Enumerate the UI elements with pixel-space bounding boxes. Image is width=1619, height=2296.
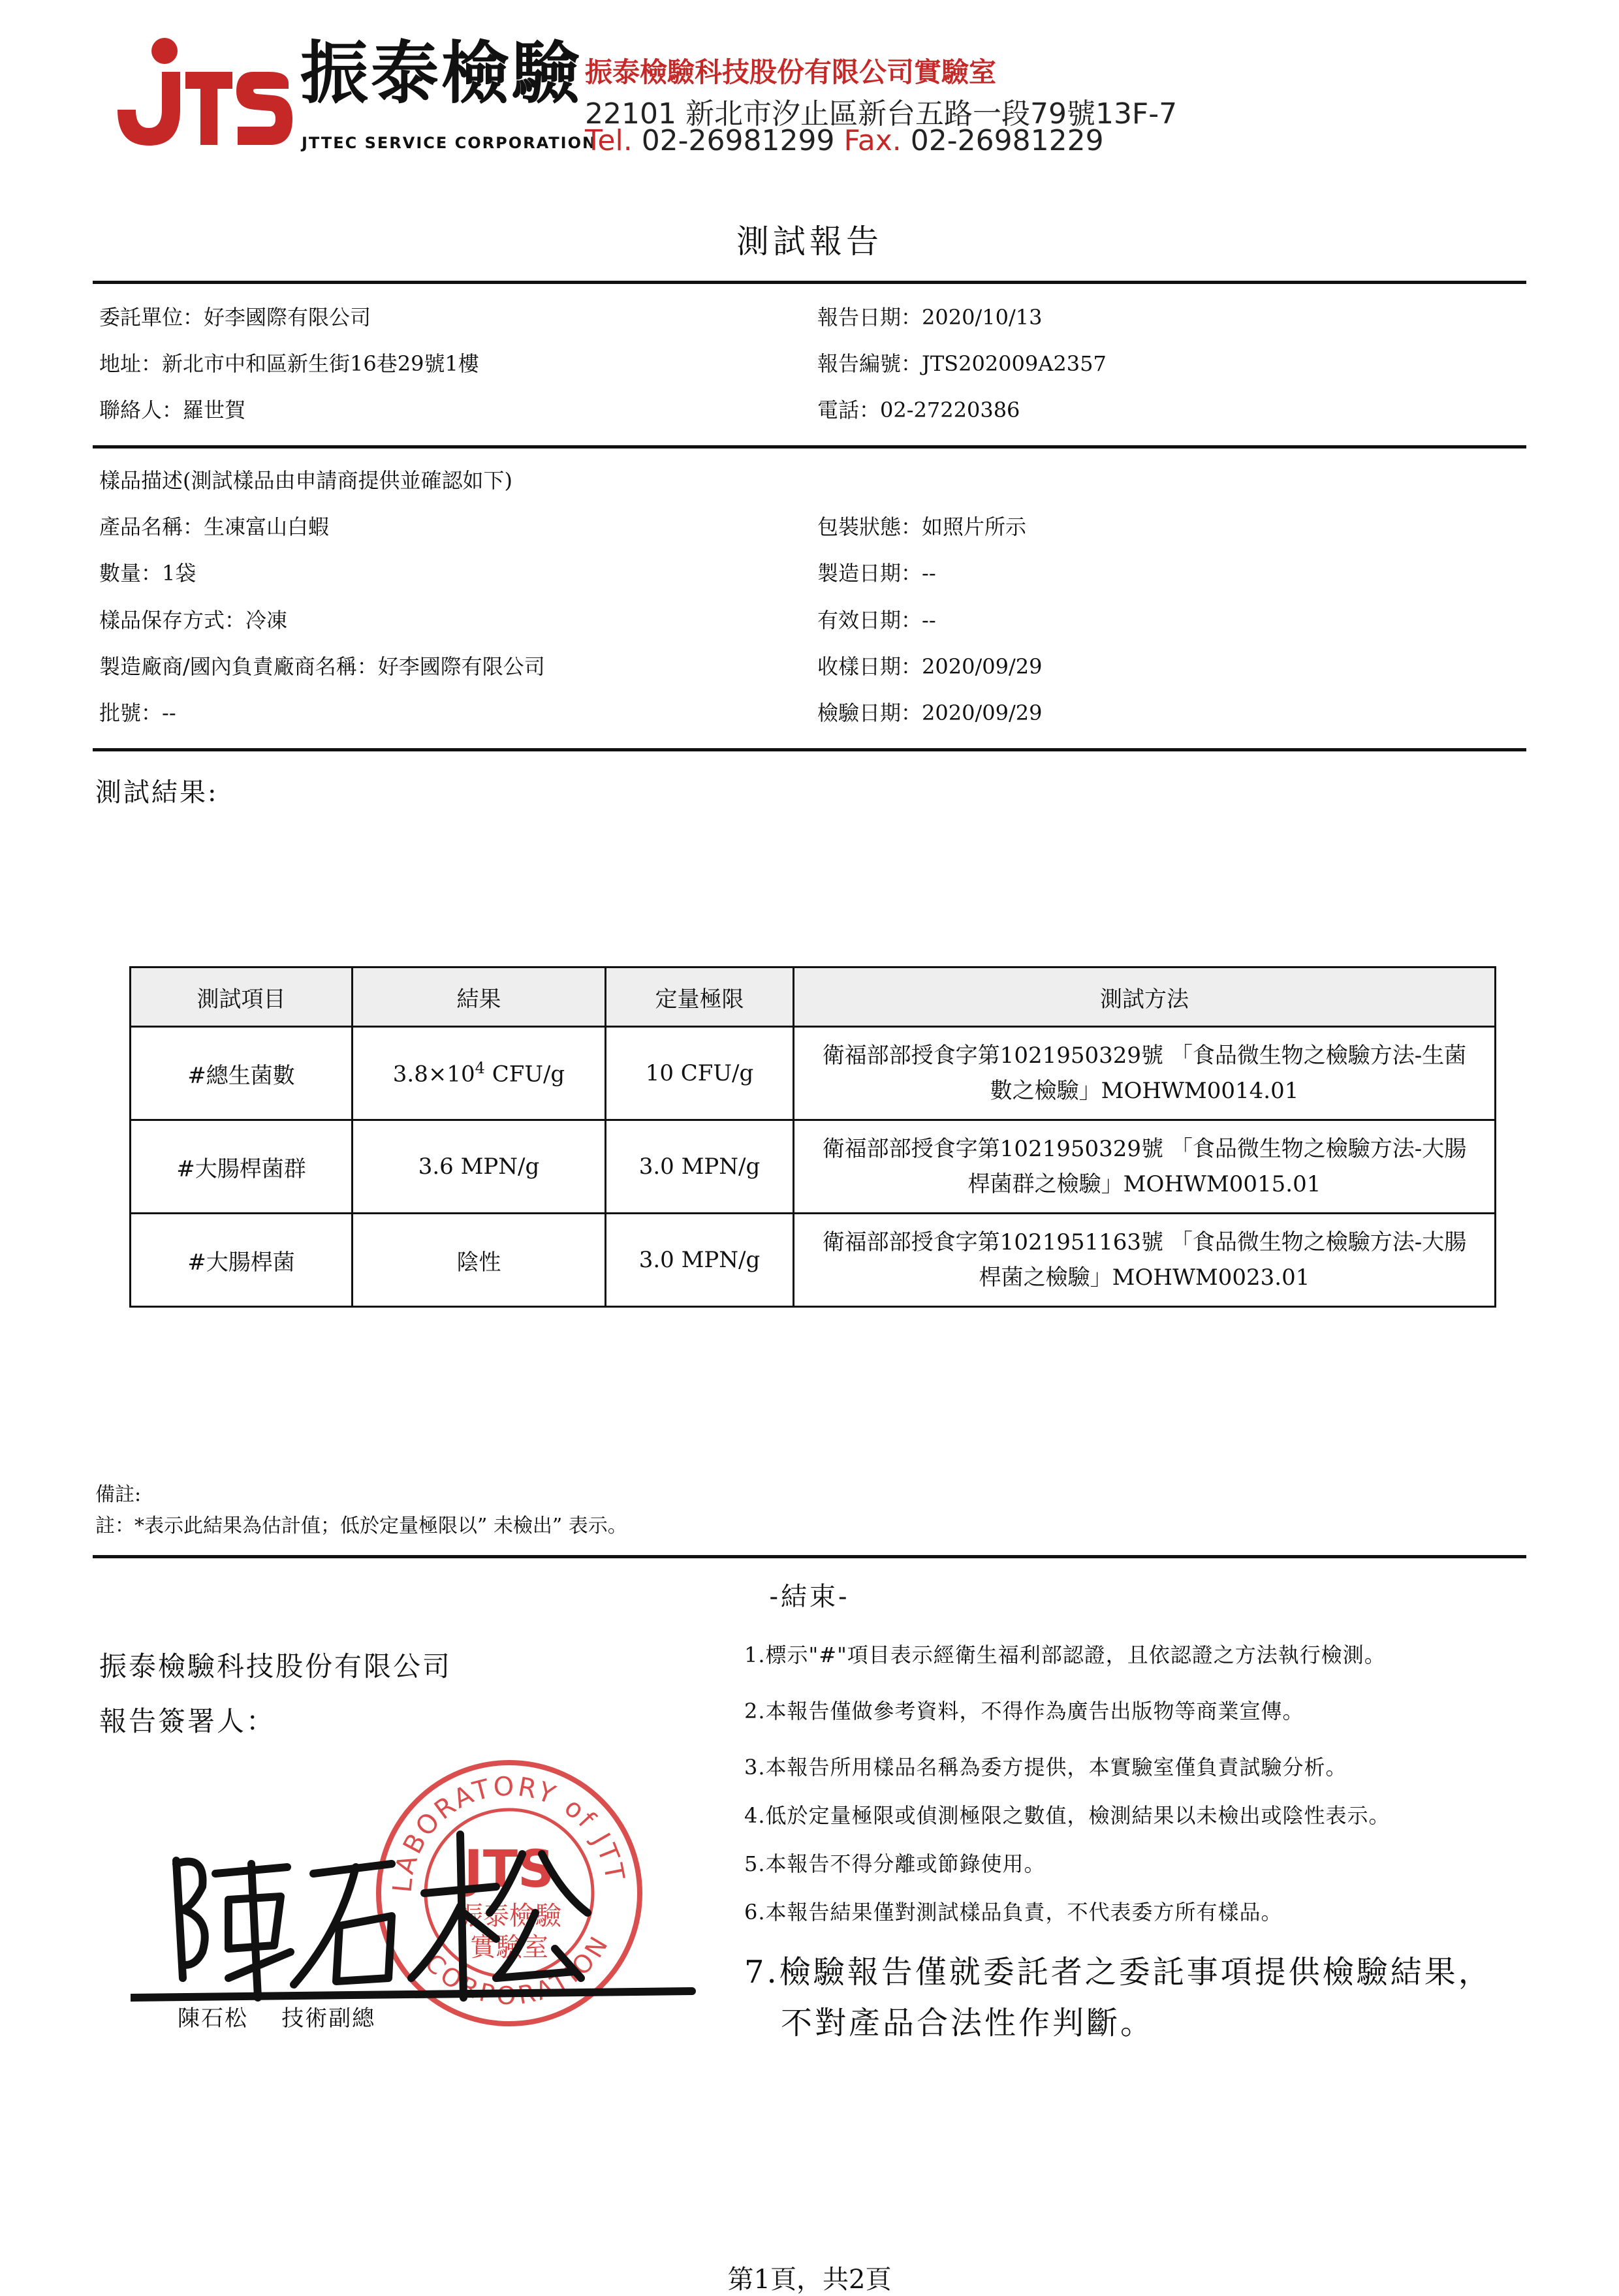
cell-item: #總生菌數 bbox=[131, 1027, 353, 1120]
table-row bbox=[131, 1120, 1496, 1214]
report-date: 報告日期：2020/10/13 bbox=[817, 305, 1043, 330]
svg-text:CORPORATION: CORPORATION bbox=[419, 1928, 616, 2011]
note-6: 6.本報告結果僅對測試樣品負責，不代表委方所有樣品。 bbox=[744, 1900, 1283, 1925]
report-title: 測試報告 bbox=[736, 223, 883, 260]
logo-chinese-name: 振泰檢驗 bbox=[300, 33, 583, 113]
method-line: 衛福部部授食字第1021950329號 「食品微生物之檢驗方法-生菌 bbox=[822, 1043, 1467, 1069]
svg-text:JTS: JTS bbox=[464, 1840, 555, 1899]
method-line: 衛福部部授食字第1021951163號 「食品微生物之檢驗方法-大腸 bbox=[822, 1229, 1467, 1255]
client-address: 地址：新北市中和區新生街16巷29號1樓 bbox=[99, 351, 479, 376]
logo-english-name: JTTEC SERVICE CORPORATION bbox=[302, 134, 597, 152]
sample-exp-date: 有效日期：-- bbox=[817, 608, 936, 633]
page-number: 第1頁，共2頁 bbox=[727, 2265, 892, 2295]
cell-limit: 3.0 MPN/g bbox=[606, 1214, 794, 1307]
cell-result bbox=[353, 1027, 606, 1120]
cell-limit: 3.0 MPN/g bbox=[606, 1120, 794, 1214]
table-row bbox=[131, 1214, 1496, 1307]
report-number: 報告編號：JTS202009A2357 bbox=[817, 351, 1107, 376]
signature-company: 振泰檢驗科技股份有限公司 bbox=[99, 1650, 452, 1682]
result-base: 3.8×10 bbox=[392, 1061, 475, 1088]
header-quant-limit: 定量極限 bbox=[606, 967, 794, 1027]
results-table bbox=[129, 966, 1496, 1308]
header-result: 結果 bbox=[353, 967, 606, 1027]
table-row bbox=[131, 1027, 1496, 1120]
note-2: 2.本報告僅做參考資料，不得作為廣告出版物等商業宣傳。 bbox=[744, 1699, 1304, 1723]
fax-number: 02-26981229 bbox=[910, 124, 1104, 157]
signature-label: 報告簽署人： bbox=[99, 1705, 276, 1737]
svg-text:實驗室: 實驗室 bbox=[470, 1932, 548, 1962]
header-test-method: 測試方法 bbox=[794, 967, 1496, 1027]
results-heading: 測試結果: bbox=[95, 778, 219, 808]
sample-packaging: 包裝狀態：如照片所示 bbox=[817, 514, 1027, 539]
result-unit: CFU/g bbox=[484, 1061, 565, 1088]
cell-result: 陰性 bbox=[353, 1214, 606, 1307]
company-lab-name: 振泰檢驗科技股份有限公司實驗室 bbox=[585, 56, 997, 88]
sample-batch: 批號：-- bbox=[99, 700, 176, 725]
divider bbox=[93, 748, 1526, 751]
svg-text:振泰檢驗: 振泰檢驗 bbox=[457, 1901, 561, 1931]
cell-item: #大腸桿菌 bbox=[131, 1214, 353, 1307]
signer-name-title: 陳石松 技術副總 bbox=[178, 2005, 376, 2032]
company-phone-fax bbox=[585, 124, 1104, 157]
note-7-line-2: 不對產品合法性作判斷。 bbox=[781, 2005, 1155, 2041]
cell-method bbox=[794, 1027, 1496, 1120]
method-line: 數之檢驗」MOHWM0014.01 bbox=[990, 1078, 1299, 1104]
tel-label: Tel. bbox=[585, 124, 633, 157]
method-line: 桿菌之檢驗」MOHWM0023.01 bbox=[979, 1265, 1310, 1291]
note-5: 5.本報告不得分離或節錄使用。 bbox=[744, 1851, 1046, 1876]
divider bbox=[93, 1555, 1526, 1558]
result-exponent: 4 bbox=[475, 1059, 485, 1078]
company-logo bbox=[98, 31, 294, 155]
sample-test-date: 檢驗日期：2020/09/29 bbox=[817, 700, 1043, 725]
cell-item: #大腸桿菌群 bbox=[131, 1120, 353, 1214]
cell-method bbox=[794, 1214, 1496, 1307]
note-4: 4.低於定量極限或偵測極限之數值，檢測結果以未檢出或陰性表示。 bbox=[744, 1803, 1391, 1828]
remarks-heading: 備註: bbox=[95, 1483, 142, 1506]
sample-received-date: 收樣日期：2020/09/29 bbox=[817, 654, 1043, 679]
table-header-row bbox=[131, 967, 1496, 1027]
client-phone: 電話：02-27220386 bbox=[817, 398, 1020, 422]
sample-product-name: 產品名稱：生凍富山白蝦 bbox=[99, 514, 330, 539]
sample-manufacturer: 製造廠商/國內負責廠商名稱：好李國際有限公司 bbox=[99, 654, 545, 679]
company-address: 22101 新北市汐止區新台五路一段79號13F-7 bbox=[585, 97, 1178, 131]
note-7-line-1: 7.檢驗報告僅就委託者之委託事項提供檢驗結果， bbox=[744, 1954, 1492, 1990]
client-unit: 委託單位：好李國際有限公司 bbox=[99, 305, 371, 330]
fax-label: Fax. bbox=[843, 124, 902, 157]
end-marker: -結束- bbox=[769, 1582, 850, 1612]
tel-number: 02-26981299 bbox=[641, 124, 835, 157]
handwritten-signature bbox=[131, 1802, 705, 2024]
cell-limit: 10 CFU/g bbox=[606, 1027, 794, 1120]
sample-description: 樣品描述(測試樣品由申請商提供並確認如下) bbox=[99, 468, 512, 493]
method-line: 桿菌群之檢驗」MOHWM0015.01 bbox=[967, 1171, 1321, 1197]
cell-result: 3.6 MPN/g bbox=[353, 1120, 606, 1214]
sample-mfg-date: 製造日期：-- bbox=[817, 561, 936, 586]
method-line: 衛福部部授食字第1021950329號 「食品微生物之檢驗方法-大腸 bbox=[822, 1136, 1467, 1162]
sample-quantity: 數量：1袋 bbox=[99, 561, 196, 586]
note-1: 1.標示"#"項目表示經衛生福利部認證，且依認證之方法執行檢測。 bbox=[744, 1643, 1386, 1667]
remarks-note: 註：*表示此結果為估計值；低於定量極限以” 未檢出” 表示。 bbox=[95, 1515, 627, 1537]
divider bbox=[93, 281, 1526, 284]
header-test-item: 測試項目 bbox=[131, 967, 353, 1027]
sample-storage: 樣品保存方式：冷凍 bbox=[99, 608, 288, 633]
cell-method bbox=[794, 1120, 1496, 1214]
note-3: 3.本報告所用樣品名稱為委方提供，本實驗室僅負責試驗分析。 bbox=[744, 1755, 1347, 1780]
client-contact: 聯絡人：羅世賀 bbox=[99, 398, 246, 422]
divider bbox=[93, 445, 1526, 448]
svg-text:LABORATORY of JTTEC SERVICE: LABORATORY of JTT bbox=[387, 1771, 631, 1894]
